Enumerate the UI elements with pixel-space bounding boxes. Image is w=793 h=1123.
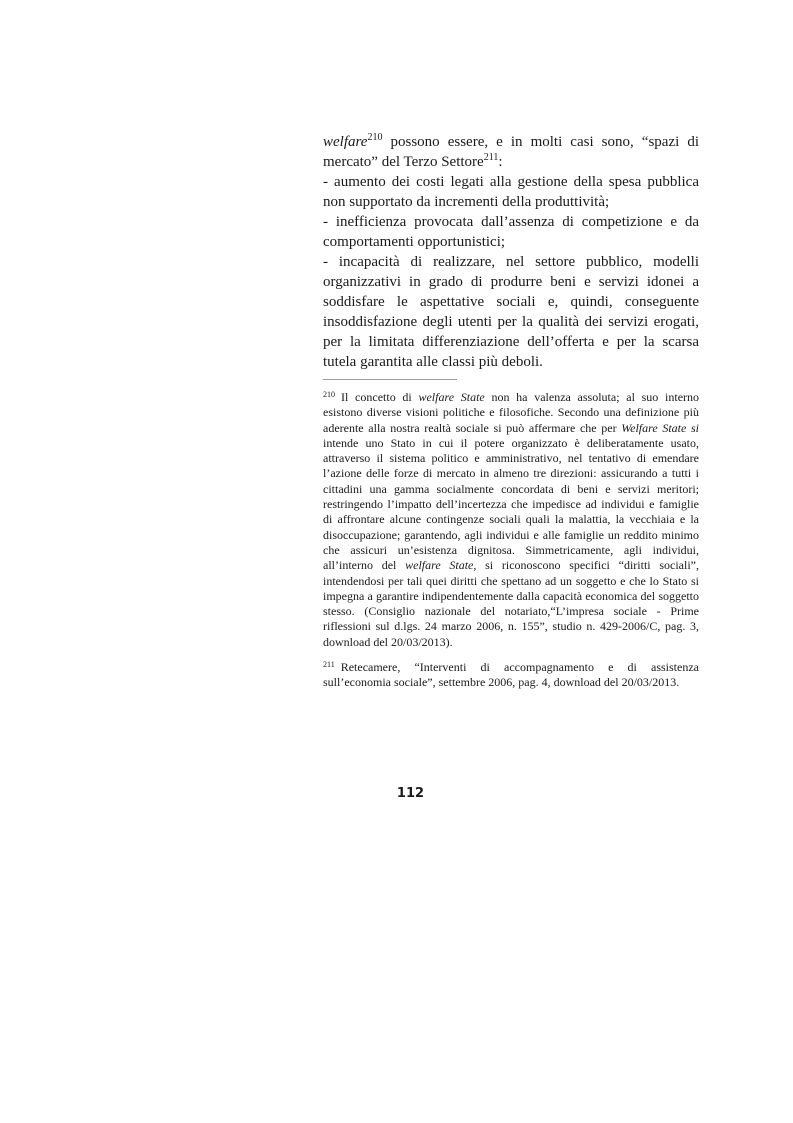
bullet-item: - inefficienza provocata dall’assenza di competizione e da comportamenti opportunistici; bbox=[323, 214, 699, 250]
paragraph-intro bbox=[323, 132, 699, 172]
footnote-mark: 211 bbox=[323, 660, 335, 670]
footnote-text: si riconoscono specifici “diritti sociali”, intendendosi per tali quei diritti che spettano ad un soggetto e che lo Stato si impegna a garantire indipendentemente dalla capacità economica del soggetto stesso. (Consiglio nazionale del notariato,“L’impresa sociale - Prime riflessioni sul d.lgs. 24 marzo 2006, n. 155”, studio n. 429-2006/C, pag. 3, download del 20/03/2013). bbox=[323, 558, 699, 649]
footnote-mark: 210 bbox=[323, 390, 335, 399]
footnote-italic: welfare State, bbox=[405, 558, 477, 573]
footnote-italic: welfare State bbox=[418, 390, 485, 404]
footnote-211 bbox=[323, 660, 699, 691]
footnote-italic: Welfare State si bbox=[621, 420, 700, 435]
footnote-text: Retecamere, “Interventi di accompagnamento e di assistenza sull’economia sociale”, settembre 2006, pag. 4, download del 20/03/2013. bbox=[323, 660, 699, 690]
footnote-text: Il concetto di bbox=[341, 390, 419, 404]
footnote-ref-211: 211 bbox=[483, 152, 499, 163]
footnote-text: intende uno Stato in cui il potere organizzato è deliberatamente usato, attraverso il sistema politico e amministrativo, nel tentativo di emendare l’azione delle forze di mercato in almeno tre direzioni: assicurando a tutti i cittadini una gamma socialmente concordata di beni e servizi meritori; restringendo l’impatto dell’incertezza che impedisce ad individui e famiglie di affrontare alcune contingenze sociali quali la malattia, la vecchiaia e la disoccupazione; garantendo, agli individui e alle famiglie un reddito minimo che assicuri un’esistenza dignitosa. Simmetricamente, agli individui, all’interno del bbox=[323, 435, 699, 573]
footnote-210 bbox=[323, 390, 699, 650]
intro-end: : bbox=[498, 154, 503, 170]
body-text bbox=[323, 132, 699, 372]
footnote-ref-210: 210 bbox=[367, 132, 383, 143]
footnote-separator bbox=[323, 379, 457, 380]
intro-text: possono essere, e in molti casi sono, “spazi di mercato” del Terzo Settore bbox=[323, 134, 699, 170]
bullet-item: - aumento dei costi legati alla gestione della spesa pubblica non supportato da incrementi della produttività; bbox=[323, 174, 699, 210]
footnote-text: non ha valenza assoluta; al suo interno esistono diverse visioni politiche e filosofiche. Secondo una definizione più aderente alla nostra realtà sociale si può affermare che per bbox=[323, 390, 700, 435]
bullet-item: - incapacità di realizzare, nel settore pubblico, modelli organizzativi in grado di produrre beni e servizi idonei a soddisfare le aspettative sociali e, quindi, conseguente insoddisfazione degli utenti per la qualità dei servizi erogati, per la limitata differenziazione dell’offerta e per la scarsa tutela garantita alle classi più deboli. bbox=[323, 254, 699, 370]
text-column bbox=[323, 132, 699, 701]
page-number: 112 bbox=[396, 786, 425, 801]
italic-term: welfare bbox=[323, 134, 368, 150]
